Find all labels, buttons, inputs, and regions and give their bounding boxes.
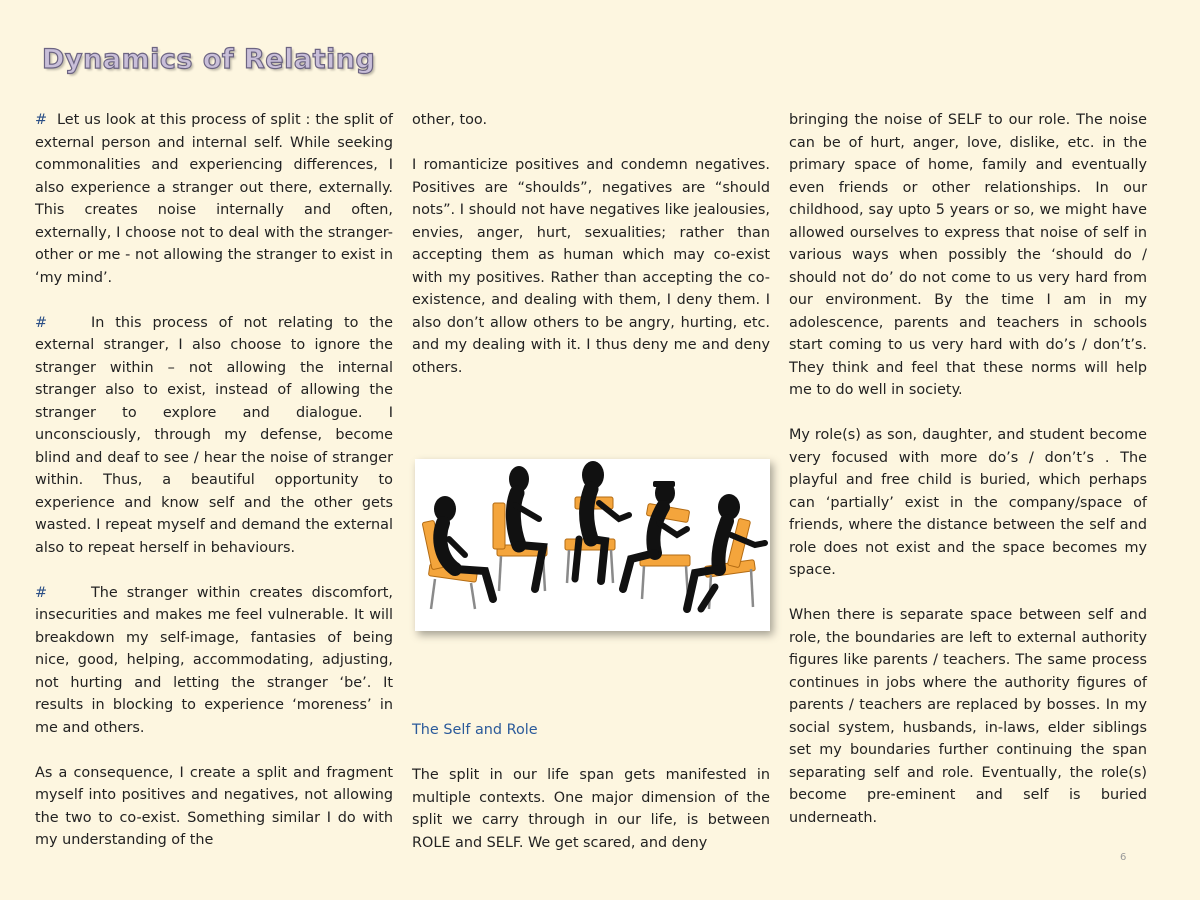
column-3: [789, 109, 1147, 829]
paragraph-text: Let us look at this process of split : the split of external person and internal self. While seeking commonalities and experiencing differences, I also experience a stranger out there, externally. This creates noise internally and often, externally, I choose not to deal with the stranger-other or me - not allowing the stranger to exist in ‘my mind’.: [35, 112, 393, 286]
paragraph: [35, 312, 393, 560]
paragraph: The split in our life span gets manifested in multiple contexts. One major dimension of the split we carry through in our life, is between ROLE and SELF. We get scared, and deny: [412, 767, 770, 851]
paragraph: My role(s) as son, daughter, and student become very focused with more do’s / don’t’s . The playful and free child is buried, which perhaps can ‘partially’ exist in the company/space of friends, where the distance between the self and role does not exist and the space becomes my space.: [789, 427, 1147, 578]
paragraph: I romanticize positives and condemn negatives. Positives are “shoulds”, negatives are “should nots”. I should not have negatives like jealousies, envies, anger, hurt, sexualities; rather than accepting them as human which may co-exist with my positives. Rather than accepting the co-existence, and dealing with them, I deny them. I also don’t allow others to be angry, hurting, etc. and my dealing with it. I thus deny me and deny others.: [412, 157, 770, 376]
page-number: 6: [1120, 852, 1127, 863]
paragraph: [35, 762, 393, 852]
paragraph-text: As a consequence, I create a split and fragment myself into positives and negatives, not allowing the two to co-exist. Something similar I do with my understanding of the: [35, 764, 393, 848]
paragraph: bringing the noise of SELF to our role. The noise can be of hurt, anger, love, dislike, etc. in the primary space of home, family and eventually even friends or other relationships. In our childhood, say upto 5 years or so, we might have allowed ourselves to express that noise of self in various ways when possibly the ‘should do / should not do’ do not come to us very hard from our environment. By the time I am in my adolescence, parents and teachers in schools start coming to us very hard with do’s / don’t’s. They think and feel that these norms will help me to do well in society.: [789, 112, 1147, 398]
hash-bullet: #: [35, 314, 48, 331]
paragraph-text: The stranger within creates discomfort, insecurities and makes me feel vulnerable. It will breakdown my self-image, fantasies of being nice, good, helping, accommodating, adjusting, not hurting and letting the stranger ‘be’. It results in blocking to experience ‘moreness’ in me and others.: [35, 584, 393, 736]
people-on-chairs-illustration: [415, 459, 770, 631]
hash-bullet: #: [35, 584, 48, 601]
column-2: [412, 109, 770, 379]
paragraph-text: In this process of not relating to the external stranger, I also choose to ignore the stranger within – not allowing the internal stranger also to exist, instead of allowing the stranger to explore and dialogue. I unconsciously, through my defense, become blind and deaf to see / hear the noise of stranger within. Thus, a beautiful opportunity to experience and know self and the other gets wasted. I repeat myself and demand the external also to repeat herself in behaviours.: [35, 314, 393, 556]
section-heading: The Self and Role: [412, 722, 538, 738]
paragraph: other, too.: [412, 112, 488, 128]
paragraph: [35, 582, 393, 740]
column-2-bottom: [412, 764, 770, 854]
paragraph: [35, 109, 393, 289]
hash-bullet: #: [35, 112, 48, 128]
column-1: [35, 109, 393, 852]
page-title: Dynamics of Relating: [42, 44, 376, 75]
paragraph: When there is separate space between self and role, the boundaries are left to external authority figures like parents / teachers. The same process continues in jobs where the authority figures of parents / teachers are replaced by bosses. In my social system, husbands, in-laws, elder siblings set my boundaries further continuing the span separating self and role. Eventually, the role(s) become pre-eminent and self is buried underneath.: [789, 607, 1147, 826]
people-sitting-icon: [415, 459, 770, 631]
